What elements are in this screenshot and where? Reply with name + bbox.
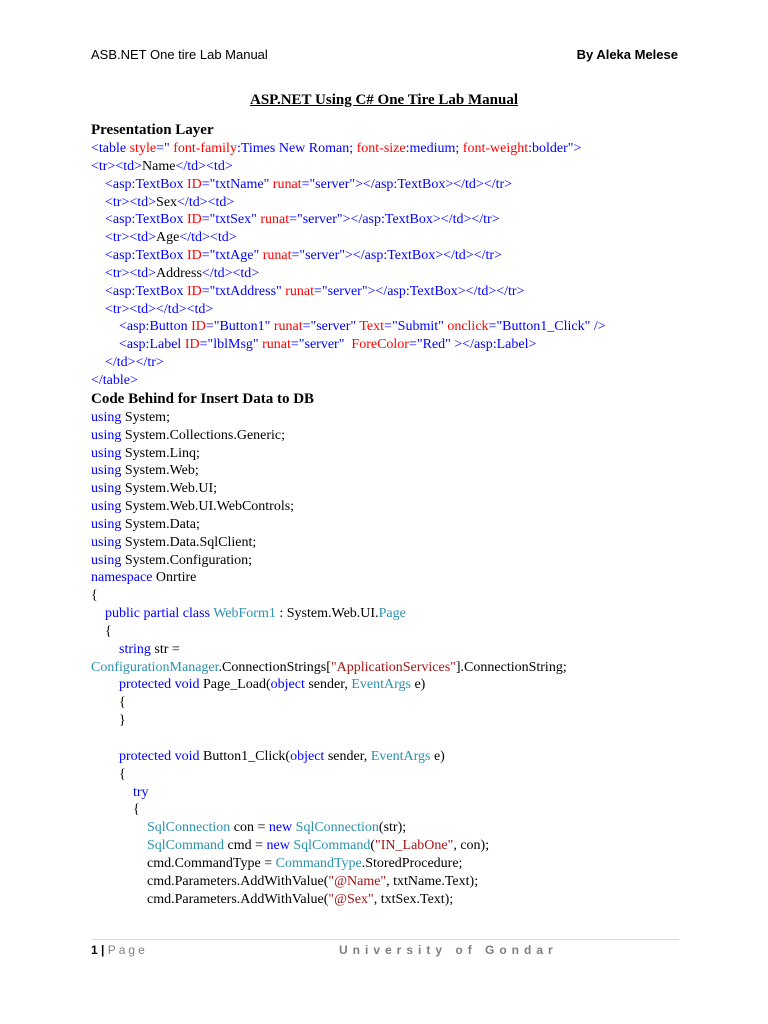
page-footer (91, 943, 679, 961)
code-line: using System.Web.UI.WebControls; (91, 499, 295, 515)
code-line: protected void Button1_Click(object sender, EventArgs e) (119, 748, 445, 764)
code-line: { (91, 588, 98, 604)
header-manual-title: ASB.NET One tire Lab Manual (91, 47, 268, 62)
code-line: using System.Web.UI; (91, 481, 218, 497)
markup-code-block (91, 140, 691, 390)
code-line: cmd.CommandType = CommandType.StoredProcedure; (91, 855, 463, 871)
code-line: using System.Collections.Generic; (91, 427, 286, 443)
code-line: SqlConnection con = new SqlConnection(str); (147, 820, 407, 836)
section-heading-presentation: Presentation Layer (91, 122, 214, 138)
markup-line: <tr><td>Age</td><td> (91, 230, 237, 246)
markup-line: <tr><td>Name</td><td> (91, 158, 233, 174)
code-line: { (91, 802, 140, 818)
code-line: cmd.Parameters.AddWithValue("@Sex", txtSex.Text); (91, 891, 454, 907)
code-line: try (133, 784, 149, 800)
document-title: ASP.NET Using C# One Tire Lab Manual (250, 92, 518, 108)
csharp-code-block (91, 409, 691, 909)
footer-page-label: Page (107, 943, 148, 957)
markup-line: <table style=" font-family:Times New Roman; font-size:medium; font-weight:bolder"> (91, 141, 582, 156)
markup-line: </table> (91, 372, 138, 388)
markup-line: <asp:TextBox ID="txtName" runat="server"></asp:TextBox></td></tr> (91, 176, 513, 192)
code-line (91, 730, 691, 748)
code-line: using System.Linq; (91, 445, 200, 461)
code-line: { (91, 623, 112, 639)
code-line: public partial class WebForm1 : System.Web.UI.Page (105, 606, 406, 622)
markup-line: <tr><td>Sex</td><td> (91, 194, 235, 210)
footer-page-number: 1 | Page (91, 943, 148, 957)
markup-line: <asp:TextBox ID="txtAge" runat="server"></asp:TextBox></td></tr> (91, 248, 502, 264)
code-line: namespace Onrtire (91, 570, 197, 586)
code-line: using System.Configuration; (91, 552, 253, 568)
markup-line: <asp:Button ID="Button1" runat="server" Text="Submit" onclick="Button1_Click" /> (91, 319, 606, 335)
code-line: using System.Web; (91, 463, 199, 479)
code-line: cmd.Parameters.AddWithValue("@Name", txtName.Text); (91, 873, 479, 889)
code-line: } (91, 713, 126, 729)
markup-line: </td></tr> (91, 355, 164, 371)
code-line: using System; (91, 409, 170, 425)
footer-university: University of Gondar (339, 943, 558, 957)
code-line: SqlCommand cmd = new SqlCommand("IN_LabOne", con); (147, 838, 490, 854)
markup-line: <asp:TextBox ID="txtAddress" runat="server"></asp:TextBox></td></tr> (91, 283, 525, 299)
code-line: string str = (119, 641, 180, 657)
code-line: using System.Data; (91, 516, 200, 532)
page-header (91, 47, 678, 67)
code-line: protected void Page_Load(object sender, EventArgs e) (119, 677, 426, 693)
markup-line: <asp:Label ID="lblMsg" runat="server" ForeColor="Red" ></asp:Label> (91, 337, 537, 353)
code-line: { (91, 766, 126, 782)
section-heading-code-behind: Code Behind for Insert Data to DB (91, 390, 315, 407)
header-author: By Aleka Melese (576, 47, 678, 62)
code-line: ConfigurationManager.ConnectionStrings["ApplicationServices"].ConnectionString; (91, 659, 567, 675)
document-body (91, 121, 691, 908)
code-line: using System.Data.SqlClient; (91, 534, 257, 550)
code-line: { (91, 695, 126, 711)
markup-line: <tr><td>Address</td><td> (91, 265, 260, 281)
footer-divider (91, 939, 679, 940)
markup-line: <tr><td></td><td> (91, 301, 214, 317)
markup-line: <asp:TextBox ID="txtSex" runat="server"></asp:TextBox></td></tr> (91, 212, 500, 228)
